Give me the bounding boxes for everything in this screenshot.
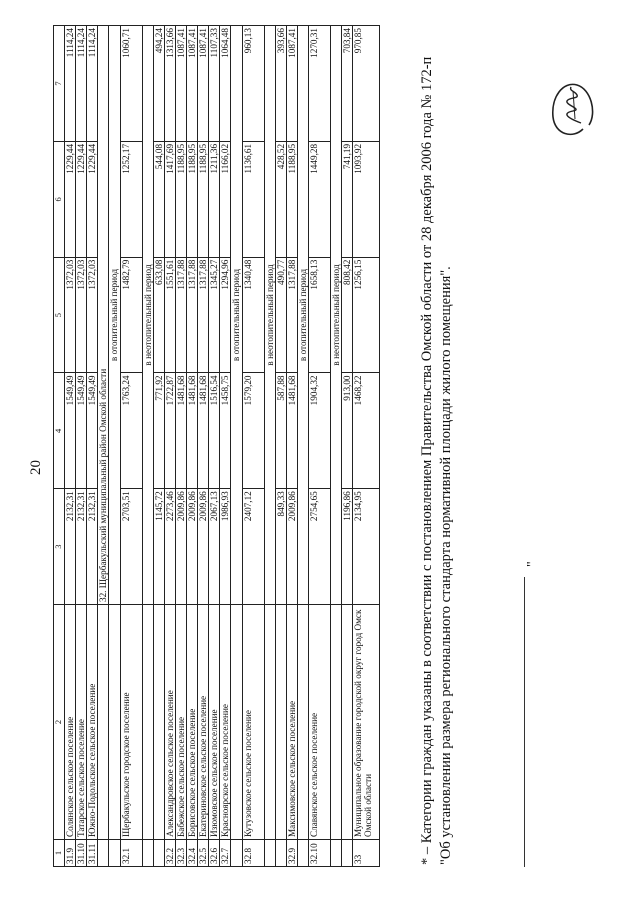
value-cell-c7: 1087,41 xyxy=(175,26,186,142)
header-cell: 5 xyxy=(54,257,65,373)
table-row xyxy=(242,26,264,867)
table-row xyxy=(286,26,297,867)
period-row xyxy=(142,26,153,867)
period-label: в неотопительный период xyxy=(142,26,153,605)
row-number-cell xyxy=(264,840,275,867)
value-cell-c4: 1579,20 xyxy=(242,373,264,489)
value-cell-c5: 1340,48 xyxy=(242,257,264,373)
value-cell-c3: 1145,72 xyxy=(153,489,164,605)
value-cell-c4: 1722,87 xyxy=(164,373,175,489)
value-cell-c6: 428,52 xyxy=(275,141,286,257)
value-cell-c3: 2273,46 xyxy=(164,489,175,605)
row-number-cell xyxy=(98,840,109,867)
value-cell-c5: 1317,88 xyxy=(286,257,297,373)
value-cell-c7: 393,66 xyxy=(275,26,286,142)
value-cell-c5: 1372,03 xyxy=(76,257,87,373)
name-cell xyxy=(297,605,308,840)
value-cell-c4: 1549,49 xyxy=(65,373,76,489)
value-cell-c6: 1188,95 xyxy=(175,141,186,257)
settlement-name-cell: Муниципальное образование городской округ город Омск Омской области xyxy=(353,605,380,840)
value-cell-c7: 1107,33 xyxy=(209,26,220,142)
value-cell-c5: 633,08 xyxy=(153,257,164,373)
settlement-name-cell: Борисовское сельское поселение xyxy=(186,605,197,840)
value-cell-c3: 2067,13 xyxy=(209,489,220,605)
row-number-cell: 32.5 xyxy=(198,840,209,867)
value-cell-c7: 1114,24 xyxy=(87,26,98,142)
value-cell-c5: 1294,96 xyxy=(220,257,231,373)
period-row xyxy=(231,26,242,867)
value-cell-c6: 1093,92 xyxy=(353,141,380,257)
table-row xyxy=(76,26,87,867)
name-cell xyxy=(142,605,153,840)
value-cell-c5: 490,77 xyxy=(275,257,286,373)
row-number-cell: 32.8 xyxy=(242,840,264,867)
closing-quote: " xyxy=(525,561,540,567)
value-cell-c3: 2134,95 xyxy=(353,489,380,605)
table-row xyxy=(87,26,98,867)
row-number-cell xyxy=(275,840,286,867)
row-number-cell: 32.3 xyxy=(175,840,186,867)
value-cell-c4: 1481,68 xyxy=(286,373,297,489)
table-row xyxy=(209,26,220,867)
row-number-cell: 32.1 xyxy=(120,840,142,867)
value-cell-c6: 1188,95 xyxy=(186,141,197,257)
value-cell-c5: 1317,88 xyxy=(175,257,186,373)
table-body xyxy=(54,26,380,867)
settlement-name-cell: Изюмовское сельское поселение xyxy=(209,605,220,840)
value-cell-c7: 970,85 xyxy=(353,26,380,142)
value-cell-c5: 1372,03 xyxy=(87,257,98,373)
header-cell: 7 xyxy=(54,26,65,142)
table-row xyxy=(220,26,231,867)
table-row xyxy=(120,26,142,867)
value-cell-c7: 494,24 xyxy=(153,26,164,142)
value-cell-c4: 1549,49 xyxy=(76,373,87,489)
row-number-cell: 31.10 xyxy=(76,840,87,867)
value-cell-c3: 2009,86 xyxy=(175,489,186,605)
table-row xyxy=(308,26,330,867)
value-cell-c4: 1481,68 xyxy=(198,373,209,489)
row-number-cell: 31.9 xyxy=(65,840,76,867)
settlement-name-cell xyxy=(342,605,353,840)
settlement-name-cell xyxy=(275,605,286,840)
value-cell-c3: 2132,31 xyxy=(87,489,98,605)
table-row xyxy=(164,26,175,867)
table-row xyxy=(353,26,380,867)
table-row xyxy=(153,26,164,867)
region-title: 32. Щербакульский муниципальный район Омской области xyxy=(98,26,109,605)
value-cell-c6: 1449,28 xyxy=(308,141,330,257)
period-label: в неотопительный период xyxy=(330,26,341,605)
row-number-cell: 32.10 xyxy=(308,840,330,867)
tariff-table xyxy=(53,25,380,867)
value-cell-c3: 2754,65 xyxy=(308,489,330,605)
value-cell-c3: 2132,31 xyxy=(76,489,87,605)
row-number-cell xyxy=(109,840,120,867)
settlement-name-cell: Щербакульское городское поселение xyxy=(120,605,142,840)
row-number-cell: 32.9 xyxy=(286,840,297,867)
value-cell-c6: 1229,44 xyxy=(87,141,98,257)
row-number-cell: 32.6 xyxy=(209,840,220,867)
value-cell-c6: 1188,95 xyxy=(286,141,297,257)
table-row xyxy=(342,26,353,867)
table-row xyxy=(65,26,76,867)
row-number-cell xyxy=(231,840,242,867)
header-cell: 2 xyxy=(54,605,65,840)
value-cell-c4: 1516,54 xyxy=(209,373,220,489)
value-cell-c4: 1481,68 xyxy=(175,373,186,489)
value-cell-c5: 1658,13 xyxy=(308,257,330,373)
period-label: в отопительный период xyxy=(231,26,242,605)
header-cell: 4 xyxy=(54,373,65,489)
value-cell-c6: 1136,61 xyxy=(242,141,264,257)
value-cell-c4: 1458,75 xyxy=(220,373,231,489)
row-number-cell: 32.4 xyxy=(186,840,197,867)
header-row xyxy=(54,26,65,867)
settlement-name-cell: Максимовское сельское поселение xyxy=(286,605,297,840)
value-cell-c6: 1229,44 xyxy=(76,141,87,257)
value-cell-c7: 1114,24 xyxy=(65,26,76,142)
value-cell-c4: 1763,24 xyxy=(120,373,142,489)
value-cell-c6: 1252,17 xyxy=(120,141,142,257)
value-cell-c4: 913,00 xyxy=(342,373,353,489)
row-number-cell: 32.7 xyxy=(220,840,231,867)
value-cell-c6: 1166,02 xyxy=(220,141,231,257)
value-cell-c4: 1468,22 xyxy=(353,373,380,489)
value-cell-c6: 1229,44 xyxy=(65,141,76,257)
value-cell-c4: 771,92 xyxy=(153,373,164,489)
settlement-name-cell: Бабежское сельское поселение xyxy=(175,605,186,840)
value-cell-c5: 1551,61 xyxy=(164,257,175,373)
value-cell-c7: 1313,66 xyxy=(164,26,175,142)
value-cell-c5: 1256,15 xyxy=(353,257,380,373)
table-row xyxy=(198,26,209,867)
period-row xyxy=(109,26,120,867)
value-cell-c3: 2009,86 xyxy=(198,489,209,605)
row-number-cell xyxy=(142,840,153,867)
row-number-cell xyxy=(330,840,341,867)
name-cell xyxy=(330,605,341,840)
value-cell-c7: 1114,24 xyxy=(76,26,87,142)
footnote: * – Категории граждан указаны в соответствии с постановлением Правительства Омской области от 28 декабря 2006 года № 172-п "Об установлении размера регионального стандарта нормативной площади жилого помещения". xyxy=(419,56,454,865)
period-row xyxy=(297,26,308,867)
settlement-name-cell: Солянское сельское поселение xyxy=(65,605,76,840)
value-cell-c7: 703,84 xyxy=(342,26,353,142)
name-cell xyxy=(264,605,275,840)
value-cell-c4: 1549,49 xyxy=(87,373,98,489)
value-cell-c4: 1481,68 xyxy=(186,373,197,489)
value-cell-c6: 544,08 xyxy=(153,141,164,257)
row-number-cell: 31.11 xyxy=(87,840,98,867)
name-cell xyxy=(98,605,109,840)
value-cell-c3: 2009,86 xyxy=(286,489,297,605)
value-cell-c7: 1060,71 xyxy=(120,26,142,142)
value-cell-c4: 587,88 xyxy=(275,373,286,489)
value-cell-c5: 1345,27 xyxy=(209,257,220,373)
value-cell-c6: 1188,95 xyxy=(198,141,209,257)
value-cell-c5: 1317,88 xyxy=(198,257,209,373)
row-number-cell xyxy=(342,840,353,867)
value-cell-c6: 1417,69 xyxy=(164,141,175,257)
header-cell: 6 xyxy=(54,141,65,257)
row-number-cell xyxy=(153,840,164,867)
value-cell-c5: 1372,03 xyxy=(65,257,76,373)
value-cell-c7: 1087,41 xyxy=(186,26,197,142)
value-cell-c5: 808,42 xyxy=(342,257,353,373)
value-cell-c3: 2009,86 xyxy=(186,489,197,605)
table-row xyxy=(175,26,186,867)
settlement-name-cell: Александровское сельское поселение xyxy=(164,605,175,840)
row-number-cell: 33 xyxy=(353,840,380,867)
value-cell-c3: 1986,93 xyxy=(220,489,231,605)
period-label: в отопительный период xyxy=(297,26,308,605)
value-cell-c4: 1904,32 xyxy=(308,373,330,489)
value-cell-c3: 1196,86 xyxy=(342,489,353,605)
value-cell-c3: 849,33 xyxy=(275,489,286,605)
value-cell-c5: 1317,88 xyxy=(186,257,197,373)
settlement-name-cell: Красноярское сельское поселение xyxy=(220,605,231,840)
value-cell-c7: 1087,41 xyxy=(286,26,297,142)
signature-mark xyxy=(543,71,603,143)
settlement-name-cell xyxy=(153,605,164,840)
name-cell xyxy=(231,605,242,840)
table-row xyxy=(186,26,197,867)
value-cell-c6: 741,19 xyxy=(342,141,353,257)
region-row xyxy=(98,26,109,867)
header-cell: 3 xyxy=(54,489,65,605)
settlement-name-cell: Екатериновское сельское поселение xyxy=(198,605,209,840)
value-cell-c7: 960,13 xyxy=(242,26,264,142)
separator-line xyxy=(524,577,525,867)
settlement-name-cell: Южно-Подольское сельское поселение xyxy=(87,605,98,840)
value-cell-c7: 1270,31 xyxy=(308,26,330,142)
settlement-name-cell: Татарское сельское поселение xyxy=(76,605,87,840)
row-number-cell: 32.2 xyxy=(164,840,175,867)
value-cell-c7: 1087,41 xyxy=(198,26,209,142)
value-cell-c6: 1211,36 xyxy=(209,141,220,257)
period-label: в неотопительный период xyxy=(264,26,275,605)
row-number-cell xyxy=(297,840,308,867)
value-cell-c7: 1064,48 xyxy=(220,26,231,142)
page-number: 20 xyxy=(28,460,44,475)
period-label: в отопительный период xyxy=(109,26,120,605)
header-cell: 1 xyxy=(54,840,65,867)
settlement-name-cell: Славянское сельское поселение xyxy=(308,605,330,840)
settlement-name-cell: Кутузовское сельское поселение xyxy=(242,605,264,840)
name-cell xyxy=(109,605,120,840)
value-cell-c3: 2132,31 xyxy=(65,489,76,605)
value-cell-c3: 2703,51 xyxy=(120,489,142,605)
table-row xyxy=(275,26,286,867)
period-row xyxy=(330,26,341,867)
period-row xyxy=(264,26,275,867)
value-cell-c5: 1482,79 xyxy=(120,257,142,373)
value-cell-c3: 2407,12 xyxy=(242,489,264,605)
